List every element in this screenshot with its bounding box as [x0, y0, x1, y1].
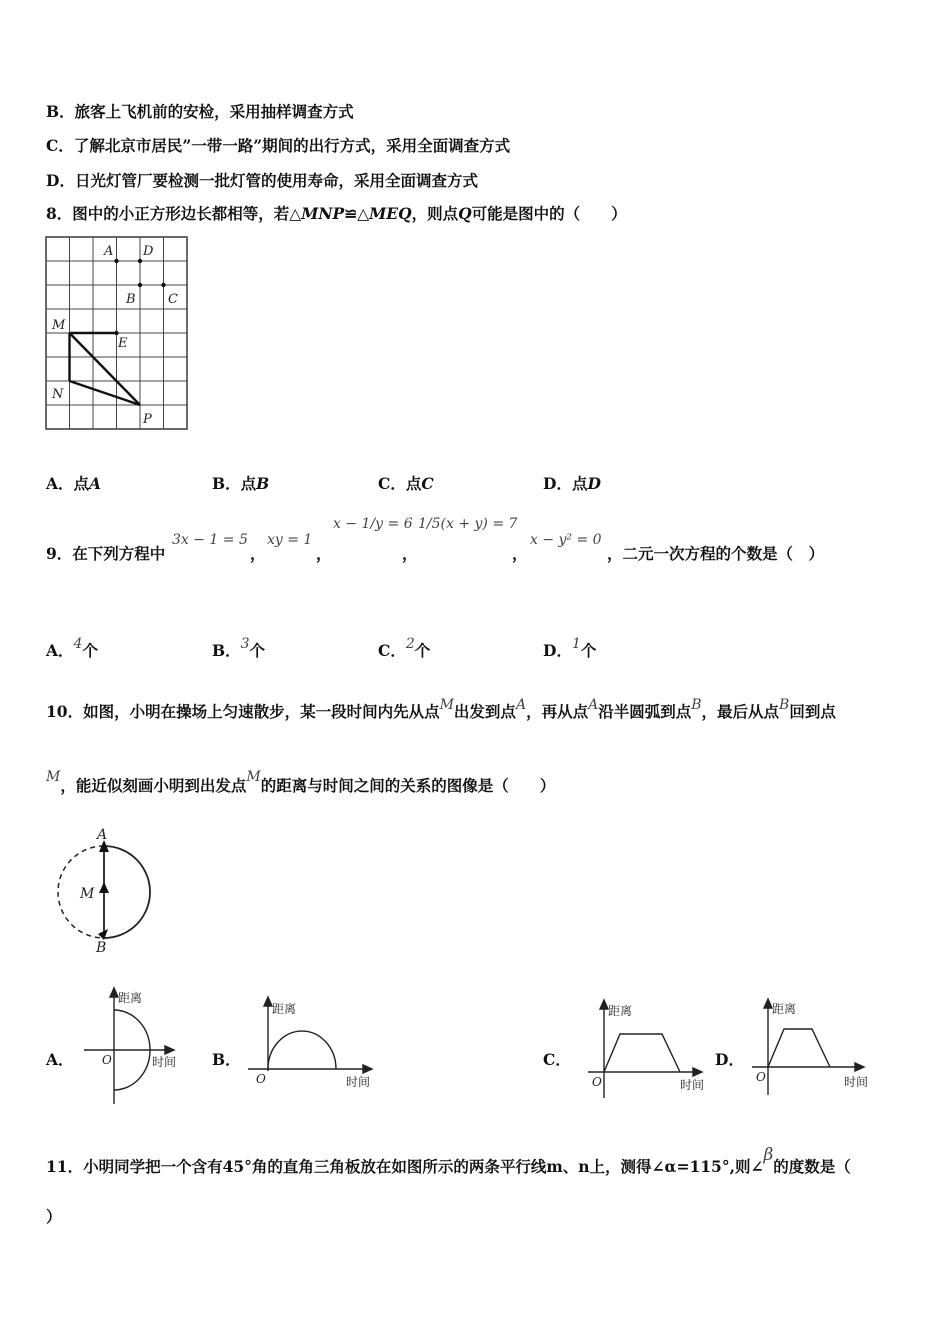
q9-option-a: A．4个 — [46, 636, 98, 660]
q10-graph-c — [584, 996, 714, 1096]
q9-eq-1: 3x − 1 = 5 — [172, 532, 248, 548]
q9-comma-4: ， — [512, 544, 528, 563]
graph-c-x-label: 时间 — [680, 1078, 705, 1092]
q9-eq-4: 1/5(x + y) = 7 — [418, 516, 518, 532]
q9-comma-3: ， — [402, 544, 418, 563]
label-e: E — [118, 336, 128, 351]
graph-b-x-label: 时间 — [346, 1075, 371, 1089]
graph-b-origin: O — [256, 1072, 266, 1086]
q11-stem: 11．小明同学把一个含有45°角的直角三角板放在如图所示的两条平行线m、n上，测得∠α=115°,则∠β的度数是（ — [46, 1145, 851, 1176]
q10-graph-a — [80, 986, 190, 1111]
q7-option-b: B．旅客上飞机前的安检，采用抽样调查方式 — [46, 102, 354, 121]
q9-option-c: C．2个 — [378, 636, 431, 660]
q9-comma-1: ， — [250, 544, 266, 563]
q9-stem-start: 9．在下列方程中 — [46, 544, 166, 563]
graph-a-origin: O — [102, 1053, 112, 1067]
circle-label-a: A — [97, 827, 108, 843]
circle-label-b: B — [96, 940, 107, 956]
triangle-mnp-mep — [70, 333, 141, 405]
q9-comma-2: ， — [316, 544, 332, 563]
q7-option-d: D．日光灯管厂要检测一批灯管的使用寿命，采用全面调查方式 — [46, 171, 478, 190]
label-n: N — [52, 387, 64, 402]
q9-option-b: B．3个 — [212, 636, 266, 660]
q8-option-c: C．点C — [378, 474, 434, 493]
q10-option-b-label: B． — [212, 1050, 241, 1069]
q9-eq-2: xy = 1 — [267, 532, 313, 548]
graph-c-y-label: 距离 — [608, 1004, 633, 1018]
graph-b-y-label: 距离 — [272, 1002, 297, 1016]
q10-stem-line-2: M，能近似刻画小明到出发点M的距离与时间之间的关系的图像是（ ） — [46, 769, 556, 795]
graph-a-x-label: 时间 — [152, 1055, 177, 1069]
q7-option-c: C．了解北京市居民”一带一路”期间的出行方式，采用全面调查方式 — [46, 136, 511, 155]
graph-d-origin: O — [756, 1070, 766, 1084]
graph-d-x-label: 时间 — [844, 1075, 869, 1089]
q10-option-a-label: A． — [46, 1050, 74, 1069]
q9-stem-end: ，二元一次方程的个数是（ ） — [607, 544, 825, 563]
q10-option-c-label: C． — [543, 1050, 571, 1069]
graph-d-y-label: 距离 — [772, 1002, 797, 1016]
q10-stem-line-1: 10．如图，小明在操场上匀速散步，某一段时间内先从点M出发到点A，再从点A沿半圆弧到点B，最后从点B回到点 — [46, 697, 836, 721]
label-c: C — [168, 292, 178, 307]
q9-option-d: D．1个 — [543, 636, 597, 660]
q8-option-a: A．点A — [46, 474, 102, 493]
label-p: P — [143, 412, 152, 427]
q8-stem: 8．图中的小正方形边长都相等，若△MNP≌△MEQ，则点Q可能是图中的（ ） — [46, 204, 627, 223]
q11-stem-end: ） — [46, 1207, 62, 1226]
q8-grid-figure — [46, 237, 191, 437]
q10-graph-b — [246, 993, 381, 1093]
q10-option-d-label: D． — [715, 1050, 744, 1069]
label-a: A — [104, 244, 114, 259]
q10-circle-figure — [52, 826, 162, 956]
q8-option-b: B．点B — [212, 474, 270, 493]
circle-label-m: M — [80, 886, 95, 902]
graph-a-y-label: 距离 — [118, 991, 143, 1005]
graph-c-origin: O — [592, 1075, 602, 1089]
label-b: B — [126, 292, 136, 307]
label-d: D — [143, 244, 154, 259]
q8-option-d: D．点D — [543, 474, 601, 493]
q9-eq-5: x − y² = 0 — [530, 532, 602, 548]
q10-graph-d — [746, 995, 876, 1095]
q9-eq-3: x − 1/y = 6 — [333, 516, 413, 532]
label-m: M — [52, 318, 66, 333]
